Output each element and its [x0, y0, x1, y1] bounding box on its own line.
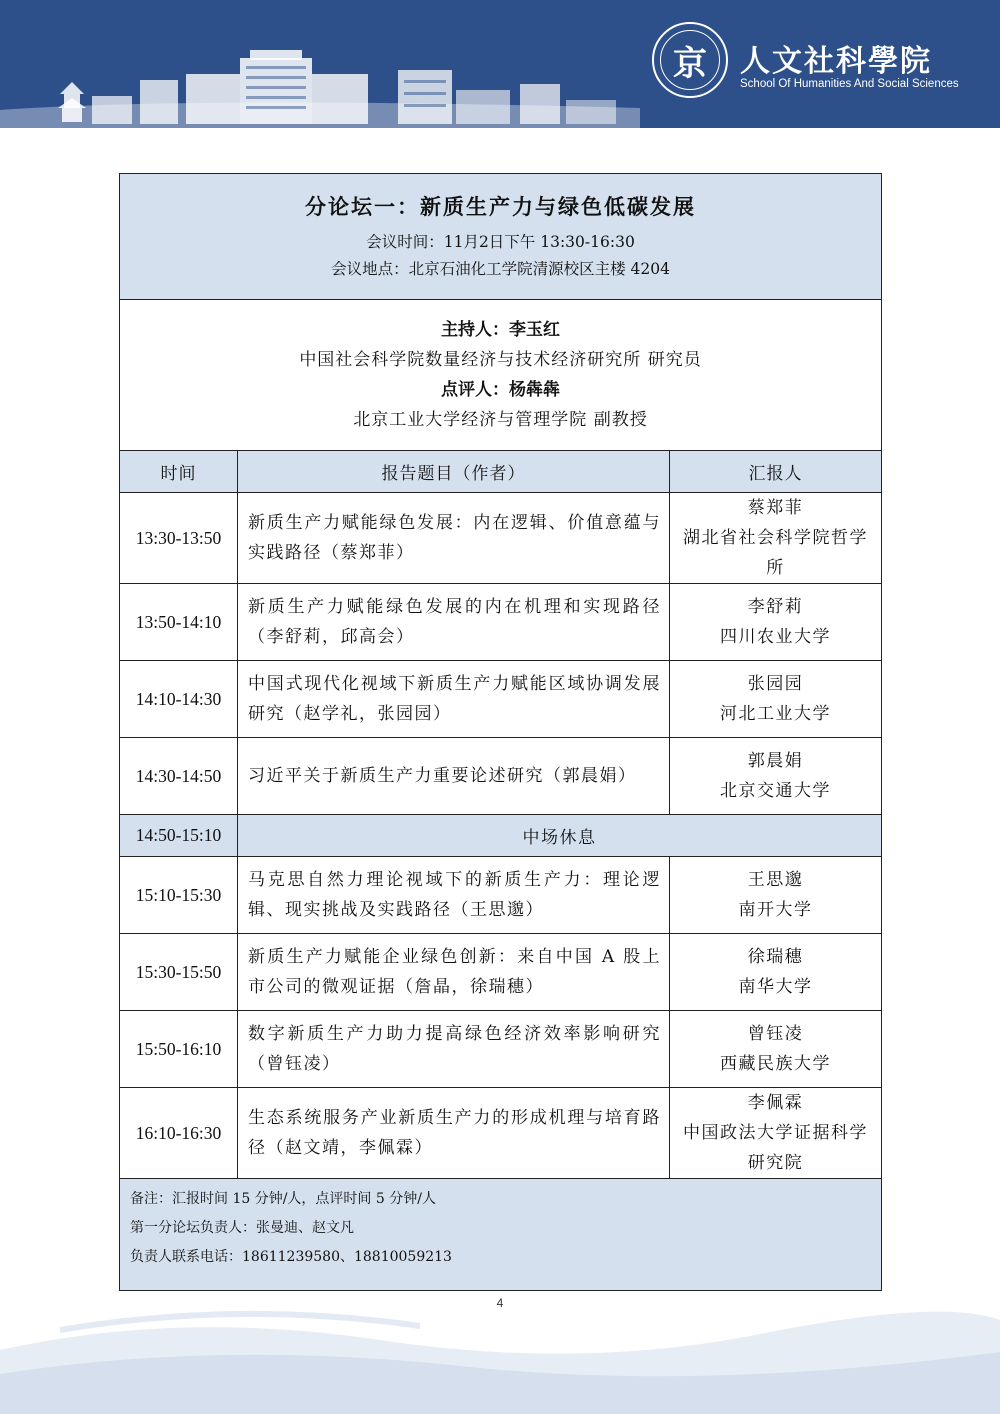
- reporter-affiliation: 西藏民族大学: [720, 1054, 832, 1074]
- row-topic: 习近平关于新质生产力重要论述研究（郭晨娟）: [238, 738, 670, 815]
- note-line-phone: 负责人联系电话：18611239580、18810059213: [130, 1249, 452, 1265]
- school-logo-seal: [652, 22, 728, 98]
- table-row: [120, 738, 882, 815]
- reporter-affiliation: 南华大学: [738, 977, 813, 997]
- row-topic: 数字新质生产力助力提高绿色经济效率影响研究（曾钰凌）: [238, 1011, 670, 1088]
- table-row: [120, 1011, 882, 1088]
- row-topic: 生态系统服务产业新质生产力的形成机理与培育路径（赵文靖，李佩霖）: [238, 1088, 670, 1179]
- row-reporter-cell: [670, 934, 882, 1011]
- row-topic: 新质生产力赋能绿色发展：内在逻辑、价值意蕴与实践路径（蔡郑菲）: [238, 493, 670, 584]
- break-row: [120, 815, 882, 857]
- row-time: 14:10-14:30: [120, 661, 238, 738]
- reporter-name: 曾钰凌: [747, 1024, 804, 1044]
- reporter-name: 郭晨娟: [747, 751, 804, 771]
- reporter-affiliation: 中国政法大学证据科学研究院: [683, 1123, 869, 1173]
- row-time: 15:10-15:30: [120, 857, 238, 934]
- school-name-cn: 人文社科學院: [740, 44, 932, 79]
- row-time: 15:30-15:50: [120, 934, 238, 1011]
- reporter-affiliation: 四川农业大学: [720, 627, 832, 647]
- campus-skyline-illustration: [0, 0, 640, 128]
- table-row: [120, 661, 882, 738]
- reporter-affiliation: 北京交通大学: [720, 781, 832, 801]
- reporter-name: 李舒莉: [747, 597, 804, 617]
- row-time: 16:10-16:30: [120, 1088, 238, 1179]
- row-time: 14:30-14:50: [120, 738, 238, 815]
- column-header-reporter: 汇报人: [670, 451, 882, 493]
- table-row: [120, 857, 882, 934]
- host-label: 主持人：李玉红: [441, 320, 561, 340]
- table-row: [120, 1088, 882, 1179]
- forum-location: 会议地点：北京石油化工学院清源校区主楼 4204: [331, 259, 670, 278]
- row-reporter-cell: [670, 1088, 882, 1179]
- reporter-name: 徐瑞穗: [747, 947, 804, 967]
- column-header-time: 时间: [120, 451, 238, 493]
- note-line-organizers: 第一分论坛负责人：张曼迪、赵文凡: [130, 1220, 354, 1236]
- row-reporter-cell: [670, 1011, 882, 1088]
- row-time: 13:30-13:50: [120, 493, 238, 584]
- forum-title: 分论坛一：新质生产力与绿色低碳发展: [305, 193, 697, 219]
- school-name-en: School Of Humanities And Social Sciences: [740, 78, 959, 90]
- row-time: 15:50-16:10: [120, 1011, 238, 1088]
- note-line-duration: 备注：汇报时间 15 分钟/人，点评时间 5 分钟/人: [130, 1191, 436, 1207]
- row-reporter-cell: [670, 584, 882, 661]
- row-topic: 马克思自然力理论视域下的新质生产力：理论逻辑、现实挑战及实践路径（王思邈）: [238, 857, 670, 934]
- reviewer-label: 点评人：杨犇犇: [441, 380, 561, 400]
- reporter-affiliation: 河北工业大学: [720, 704, 832, 724]
- forum-time: 会议时间：11月2日下午 13:30-16:30: [366, 232, 635, 251]
- schedule-table: [119, 173, 882, 1291]
- logo-char: 京: [660, 30, 720, 90]
- row-reporter-cell: [670, 661, 882, 738]
- reporter-affiliation: 湖北省社会科学院哲学所: [683, 528, 869, 578]
- reporter-name: 王思邈: [747, 870, 804, 890]
- table-row: [120, 584, 882, 661]
- reviewer-org: 北京工业大学经济与管理学院 副教授: [353, 410, 648, 430]
- table-row: [120, 493, 882, 584]
- bottom-wave-decoration: [0, 1290, 1000, 1414]
- reporter-affiliation: 南开大学: [738, 900, 813, 920]
- reporter-name: 蔡郑菲: [747, 498, 804, 518]
- header-banner: [0, 0, 1000, 128]
- table-row: [120, 934, 882, 1011]
- row-topic: 新质生产力赋能绿色发展的内在机理和实现路径 （李舒莉，邱高会）: [238, 584, 670, 661]
- break-time: 14:50-15:10: [120, 815, 238, 857]
- row-topic: 新质生产力赋能企业绿色创新：来自中国 A 股上市公司的微观证据（詹晶，徐瑞穗）: [238, 934, 670, 1011]
- page-number: 4: [496, 1296, 504, 1310]
- row-reporter-cell: [670, 738, 882, 815]
- hosts-cell: [120, 300, 882, 451]
- reporter-name: 李佩霖: [747, 1093, 804, 1113]
- host-org: 中国社会科学院数量经济与技术经济研究所 研究员: [299, 350, 702, 370]
- forum-header-cell: [120, 174, 882, 300]
- row-time: 13:50-14:10: [120, 584, 238, 661]
- row-reporter-cell: [670, 857, 882, 934]
- column-header-topic: 报告题目（作者）: [238, 451, 670, 493]
- row-topic: 中国式现代化视域下新质生产力赋能区域协调发展研究（赵学礼，张园园）: [238, 661, 670, 738]
- break-label: 中场休息: [238, 815, 882, 857]
- reporter-name: 张园园: [747, 674, 804, 694]
- notes-cell: [120, 1179, 882, 1291]
- row-reporter-cell: [670, 493, 882, 584]
